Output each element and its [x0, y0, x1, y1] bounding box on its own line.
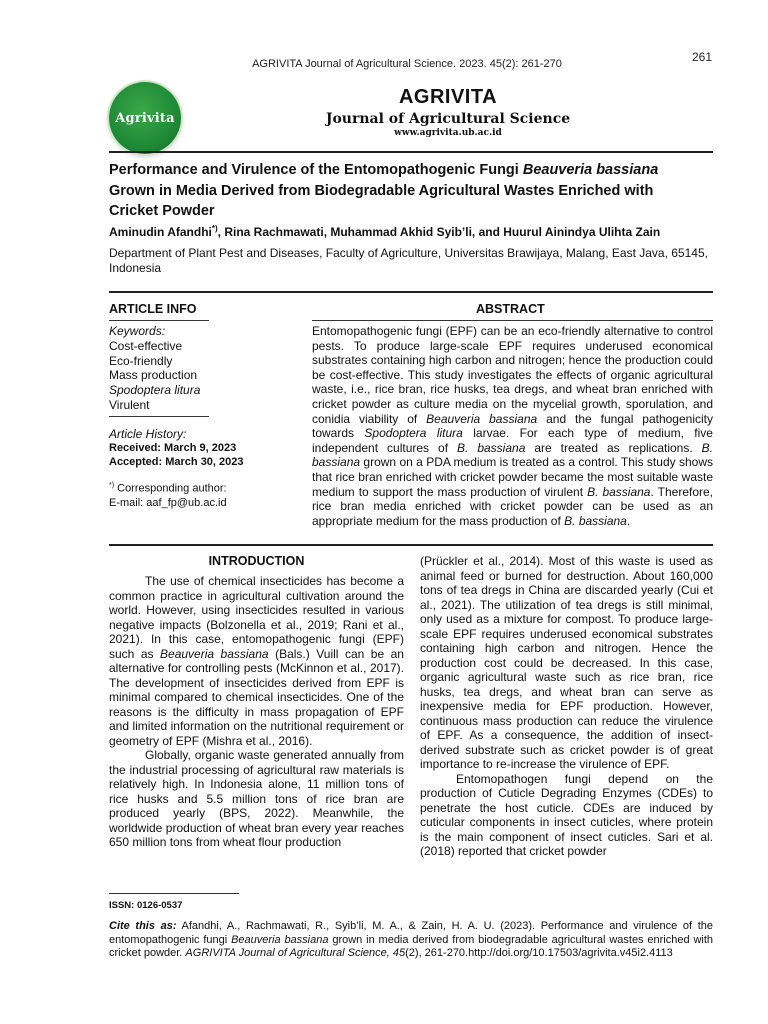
- keywords-label: Keywords:: [109, 324, 166, 338]
- journal-masthead: [318, 86, 578, 138]
- logo-text: Agrivita: [115, 110, 175, 126]
- introduction-heading: INTRODUCTION: [208, 554, 305, 568]
- body-column-right: [420, 554, 713, 859]
- page-number: 261: [691, 50, 712, 64]
- keyword-item: Cost-effective: [109, 338, 183, 353]
- article-info-heading: ARTICLE INFO: [109, 302, 197, 316]
- journal-logo: [109, 82, 181, 154]
- divider: [109, 320, 209, 321]
- keyword-item: Spodoptera litura: [109, 383, 201, 398]
- paragraph: Globally, organic waste generated annually from the industrial processing of agricultural raw materials is relatively high. In Indonesia alone, 11 million tons of rice husks and 5.5 million tons of rice bran are produced yearly (BPS, 2022). Meanwhile, the worldwide production of wheat bran every year reaches 650 million tons from wheat flour production: [109, 748, 404, 849]
- paragraph: Entomopathogen fungi depend on the production of Cuticle Degrading Enzymes (CDEs) to penetrate the host cuticle. CDEs are induced by cuticular components in insect cuticles, where protein is the main component of insect cuticles. Sari et al. (2018) reported that cricket powder: [420, 771, 713, 858]
- journal-url[interactable]: www.agrivita.ub.ac.id: [394, 128, 502, 138]
- history-label: Article History:: [109, 427, 187, 441]
- header-rule: [109, 151, 713, 153]
- keyword-item: Eco-friendly: [109, 353, 173, 368]
- corresponding-author: [109, 479, 309, 510]
- received-date: Received: March 9, 2023: [109, 442, 237, 454]
- keywords-block: [109, 324, 299, 413]
- abstract-text: Entomopathogenic fungi (EPF) can be an eco-friendly alternative to control pests. To produce large-scale EPF requires underused economical substrates containing high carbon and nitrogen; hence the production could be cost-effective. This study investigates the effects of organic agricultural waste, i.e., rice bran, rice husks, tea dregs, and wheat bran enriched with cricket powder as culture media on the mycelial growth, sporulation, and conidia viability of Beauveria bassiana and the fungal pathogenicity towards Spodoptera litura larvae. For each type of medium, five independent cultures of B. bassiana are treated as replications. B. bassiana grown on a PDA medium is treated as a control. This study shows that rice bran enriched with cricket powder became the most suitable waste medium to support the mass production of virulent B. bassiana. Therefore, rice bran media enriched with cricket powder can be used as an appropriate medium for the mass production of B. bassiana.: [312, 324, 714, 528]
- citation: Cite this as: Afandhi, A., Rachmawati, R., Syib’li, M. A., & Zain, H. A. U. (2023). Performance and virulence of the entomopathogenic fungi Beauveria bassiana grown in media derived from biodegradable agricultural wastes enriched with cricket powder. AGRIVITA Journal of Agricultural Science, 45(2), 261-270.http://doi.org/10.17503/agrivita.v45i2.4113: [109, 920, 713, 959]
- corr-label: Corresponding author:: [114, 482, 227, 495]
- corr-email[interactable]: E-mail: aaf_fp@ub.ac.id: [109, 496, 227, 509]
- journal-name: AGRIVITA: [398, 86, 498, 108]
- section-rule: [109, 544, 713, 546]
- running-header: AGRIVITA Journal of Agricultural Science. 2023. 45(2): 261-270: [252, 58, 562, 70]
- title-species: Beauveria bassiana: [522, 162, 659, 178]
- body-column-left: [109, 574, 404, 850]
- section-rule: [109, 291, 713, 293]
- divider: [109, 416, 209, 417]
- title-text: Performance and Virulence of the Entomopathogenic Fungi: [109, 162, 523, 178]
- divider: [312, 320, 713, 321]
- paragraph: The use of chemical insecticides has become a common practice in agricultural cultivation around the world. However, using insecticides resulted in various negative impacts (Bolzonella et al., 2019; Rani et al., 2021). In this case, entomopathogenic fungi (EPF) such as Beauveria bassiana (Bals.) Vuill can be an alternative for controlling pests (McKinnon et al., 2017). The development of insecticides derived from EPF is minimal compared to chemical insecticides. One of the reasons is the difficulty in mass propagation of EPF and limited information on the nutritional requirement or geometry of EPF (Mishra et al., 2016).: [109, 574, 404, 748]
- issn: ISSN: 0126-0537: [109, 900, 183, 911]
- corr-mark: *): [109, 482, 115, 489]
- affiliation: Department of Plant Pest and Diseases, Faculty of Agriculture, Universitas Brawijaya, Malang, East Java, 65145, Indonesia: [109, 246, 708, 275]
- journal-subtitle: Journal of Agricultural Science: [325, 111, 571, 127]
- paragraph: (Prückler et al., 2014). Most of this waste is used as animal feed or burned for destruction. About 160,000 tons of tea dregs in China are discarded yearly (Cui et al., 2021). The utilization of tea dregs is still minimal, only used as a mixture for compost. To produce large-scale EPF requires underused economical substrates containing high carbon and nitrogen. Hence the production cost could be decreased. In this case, organic agricultural waste such as rice bran, rice husks, tea dregs, and wheat bran can serve as inexpensive media for EPF production. However, continuous mass production can reduce the virulence of EPF. As a consequence, the addition of insect-derived substrate such as cricket powder is of great importance to re-increase the virulence of EPF.: [420, 554, 713, 771]
- cite-label: Cite this as:: [109, 920, 177, 932]
- author-others: , Rina Rachmawati, Muhammad Akhid Syib’li, and Huurul Ainindya Ulihta Zain: [217, 225, 661, 239]
- accepted-date: Accepted: March 30, 2023: [109, 456, 244, 468]
- author-corresponding: Aminudin Afandhi: [109, 225, 212, 239]
- article-title: [109, 160, 699, 222]
- article-history: [109, 427, 299, 469]
- keyword-item: Mass production: [109, 368, 198, 383]
- author-list: [109, 224, 719, 239]
- author-mark: *): [211, 224, 218, 233]
- abstract-heading: ABSTRACT: [476, 302, 545, 316]
- keyword-item: Virulent: [109, 397, 150, 412]
- title-text-cont: Grown in Media Derived from Biodegradable Agricultural Wastes Enriched with Cricket Powder: [109, 182, 654, 219]
- footnote-rule: [109, 893, 239, 894]
